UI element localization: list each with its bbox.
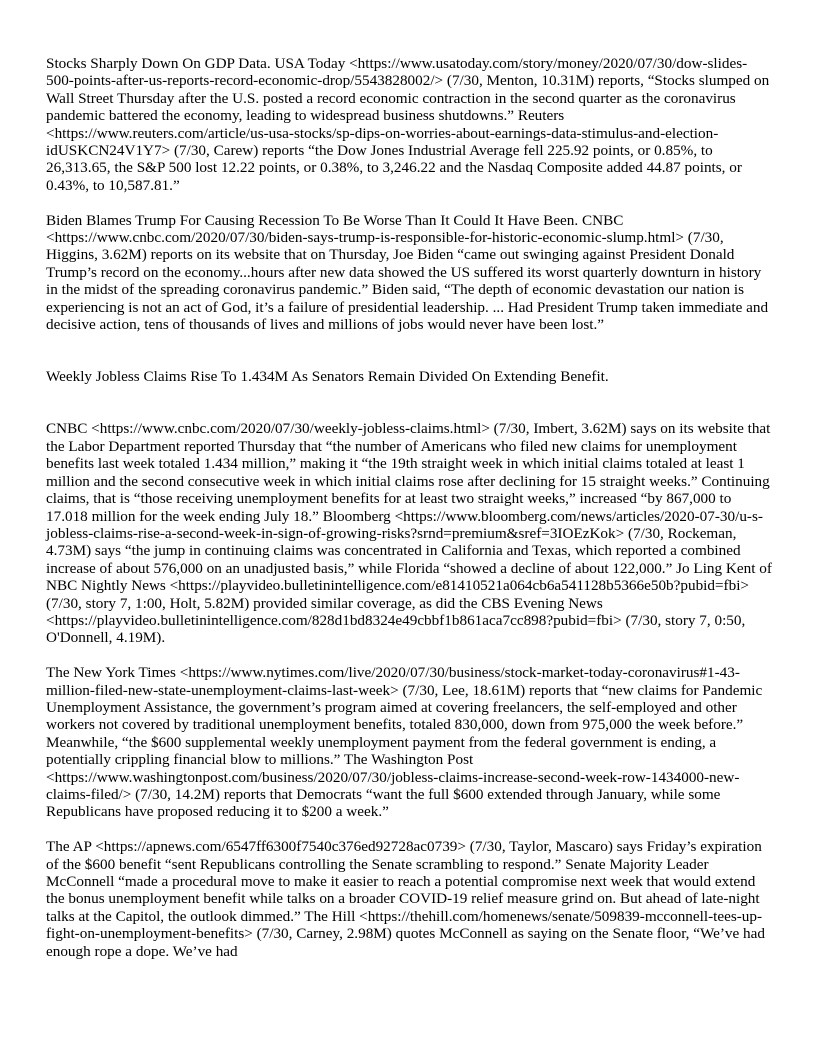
paragraph-biden-blames-trump: Biden Blames Trump For Causing Recession To Be Worse Than It Could It Have Been. CNBC <https://www.cnbc.com/2020/07/30/biden-says-trump-is-responsible-for-historic-economic-slump.html> (7/30, Higgins, 3.62M) reports on its website that on Thursday, Joe Biden “came out swinging against President Donald Trump’s record on the economy...hours after new data showed the US suffered its worst quarterly downturn in history in the midst of the spreading coronavirus pandemic.” Biden said, “The depth of economic devastation our nation is experiencing is not an act of God, it’s a failure of presidential leadership. ... Had President Trump taken immediate and decisive action, tens of thousands of lives and millions of jobs would never have been lost.” <box>46 211 769 334</box>
paragraph-stocks-gdp: Stocks Sharply Down On GDP Data. USA Today <https://www.usatoday.com/story/money/2020/07/30/dow-slides-500-points-after-us-reports-record-economic-drop/5543828002/> (7/30, Menton, 10.31M) reports, “Stocks slumped on Wall Street Thursday after the U.S. posted a record economic contraction in the second quarter as the coronavirus pandemic battered the economy, leading to widespread business shutdowns.” Reuters <https://www.reuters.com/article/us-usa-stocks/sp-dips-on-worries-about-earnings-data-stimulus-and-election-idUSKCN24V1Y7> (7/30, Carew) reports “the Dow Jones Industrial Average fell 225.92 points, or 0.85%, to 26,313.65, the S&P 500 lost 12.22 points, or 0.38%, to 3,246.22 and the Nasdaq Composite added 44.87 points, or 0.43%, to 10,587.81.” <box>46 55 770 194</box>
paragraph-cnbc-jobless-claims: CNBC <https://www.cnbc.com/2020/07/30/weekly-jobless-claims.html> (7/30, Imbert, 3.62M) says on its website that the Labor Department reported Thursday that “the number of Americans who filed new claims for unemployment benefits last week totaled 1.434 million,” making it “the 19th straight week in which initial claims totaled at least 1 million and the second consecutive week in which initial claims rose after declining for 15 straight weeks.” Continuing claims, that is “those receiving unemployment benefits for at least two straight weeks,” increased “by 867,000 to 17.018 million for the week ending July 18.” Bloomberg <https://www.bloomberg.com/news/articles/2020-07-30/u-s-jobless-claims-rise-a-second-week-in-sign-of-growing-risks?srnd=premium&sref=3IOEzKok> (7/30, Rockeman, 4.73M) says “the jump in continuing claims was concentrated in California and Texas, which reported a combined increase of about 576,000 on an unadjusted basis,” while Florida “showed a decline of about 122,000.” Jo Ling Kent of NBC Nightly News <https://playvideo.bulletinintelligence.com/e81410521a064cb6a541128b5366e50b?pubid=fbi> (7/30, story 7, 1:00, Holt, 5.82M) provided similar coverage, as did the CBS Evening News <https://playvideo.bulletinintelligence.com/828d1bd8324e49cbbf1b861aca7cc898?pubid=fbi> (7/30, story 7, 0:50, O'Donnell, 4.19M). <box>46 420 772 647</box>
paragraph-ap-benefit-expiration: The AP <https://apnews.com/6547ff6300f7540c376ed92728ac0739> (7/30, Taylor, Mascaro) says Friday’s expiration of the $600 benefit “sent Republicans controlling the Senate scrambling to respond.” Senate Majority Leader McConnell “made a procedural move to make it easier to reach a potential compromise next week that would extend the bonus unemployment benefit while talks on a broader COVID-19 relief measure grind on. But ahead of late-night talks at the Capitol, the outlook dimmed.” The Hill <https://thehill.com/homenews/senate/509839-mcconnell-tees-up-fight-on-unemployment-benefits> (7/30, Carney, 2.98M) quotes McConnell as saying on the Senate floor, “We’ve had enough rope a dope. We’ve had <box>46 838 765 960</box>
paragraph-nyt-pandemic-assistance: The New York Times <https://www.nytimes.com/live/2020/07/30/business/stock-market-today-coronavirus#1-43-million-filed-new-state-unemployment-claims-last-week> (7/30, Lee, 18.61M) reports that “new claims for Pandemic Unemployment Assistance, the government’s program aimed at covering freelancers, the self-employed and other workers not covered by traditional unemployment benefits, totaled 830,000, down from 975,000 the week before.” Meanwhile, “the $600 supplemental weekly unemployment payment from the federal government is ending, a potentially crippling financial blow to millions.” The Washington Post <https://www.washingtonpost.com/business/2020/07/30/jobless-claims-increase-second-week-row-1434000-new-claims-filed/> (7/30, 14.2M) reports that Democrats “want the full $600 extended through January, while some Republicans have proposed reducing it to $200 a week.” <box>46 664 763 821</box>
headline-weekly-jobless-claims: Weekly Jobless Claims Rise To 1.434M As Senators Remain Divided On Extending Benefit. <box>46 368 609 386</box>
document-page <box>46 55 774 977</box>
